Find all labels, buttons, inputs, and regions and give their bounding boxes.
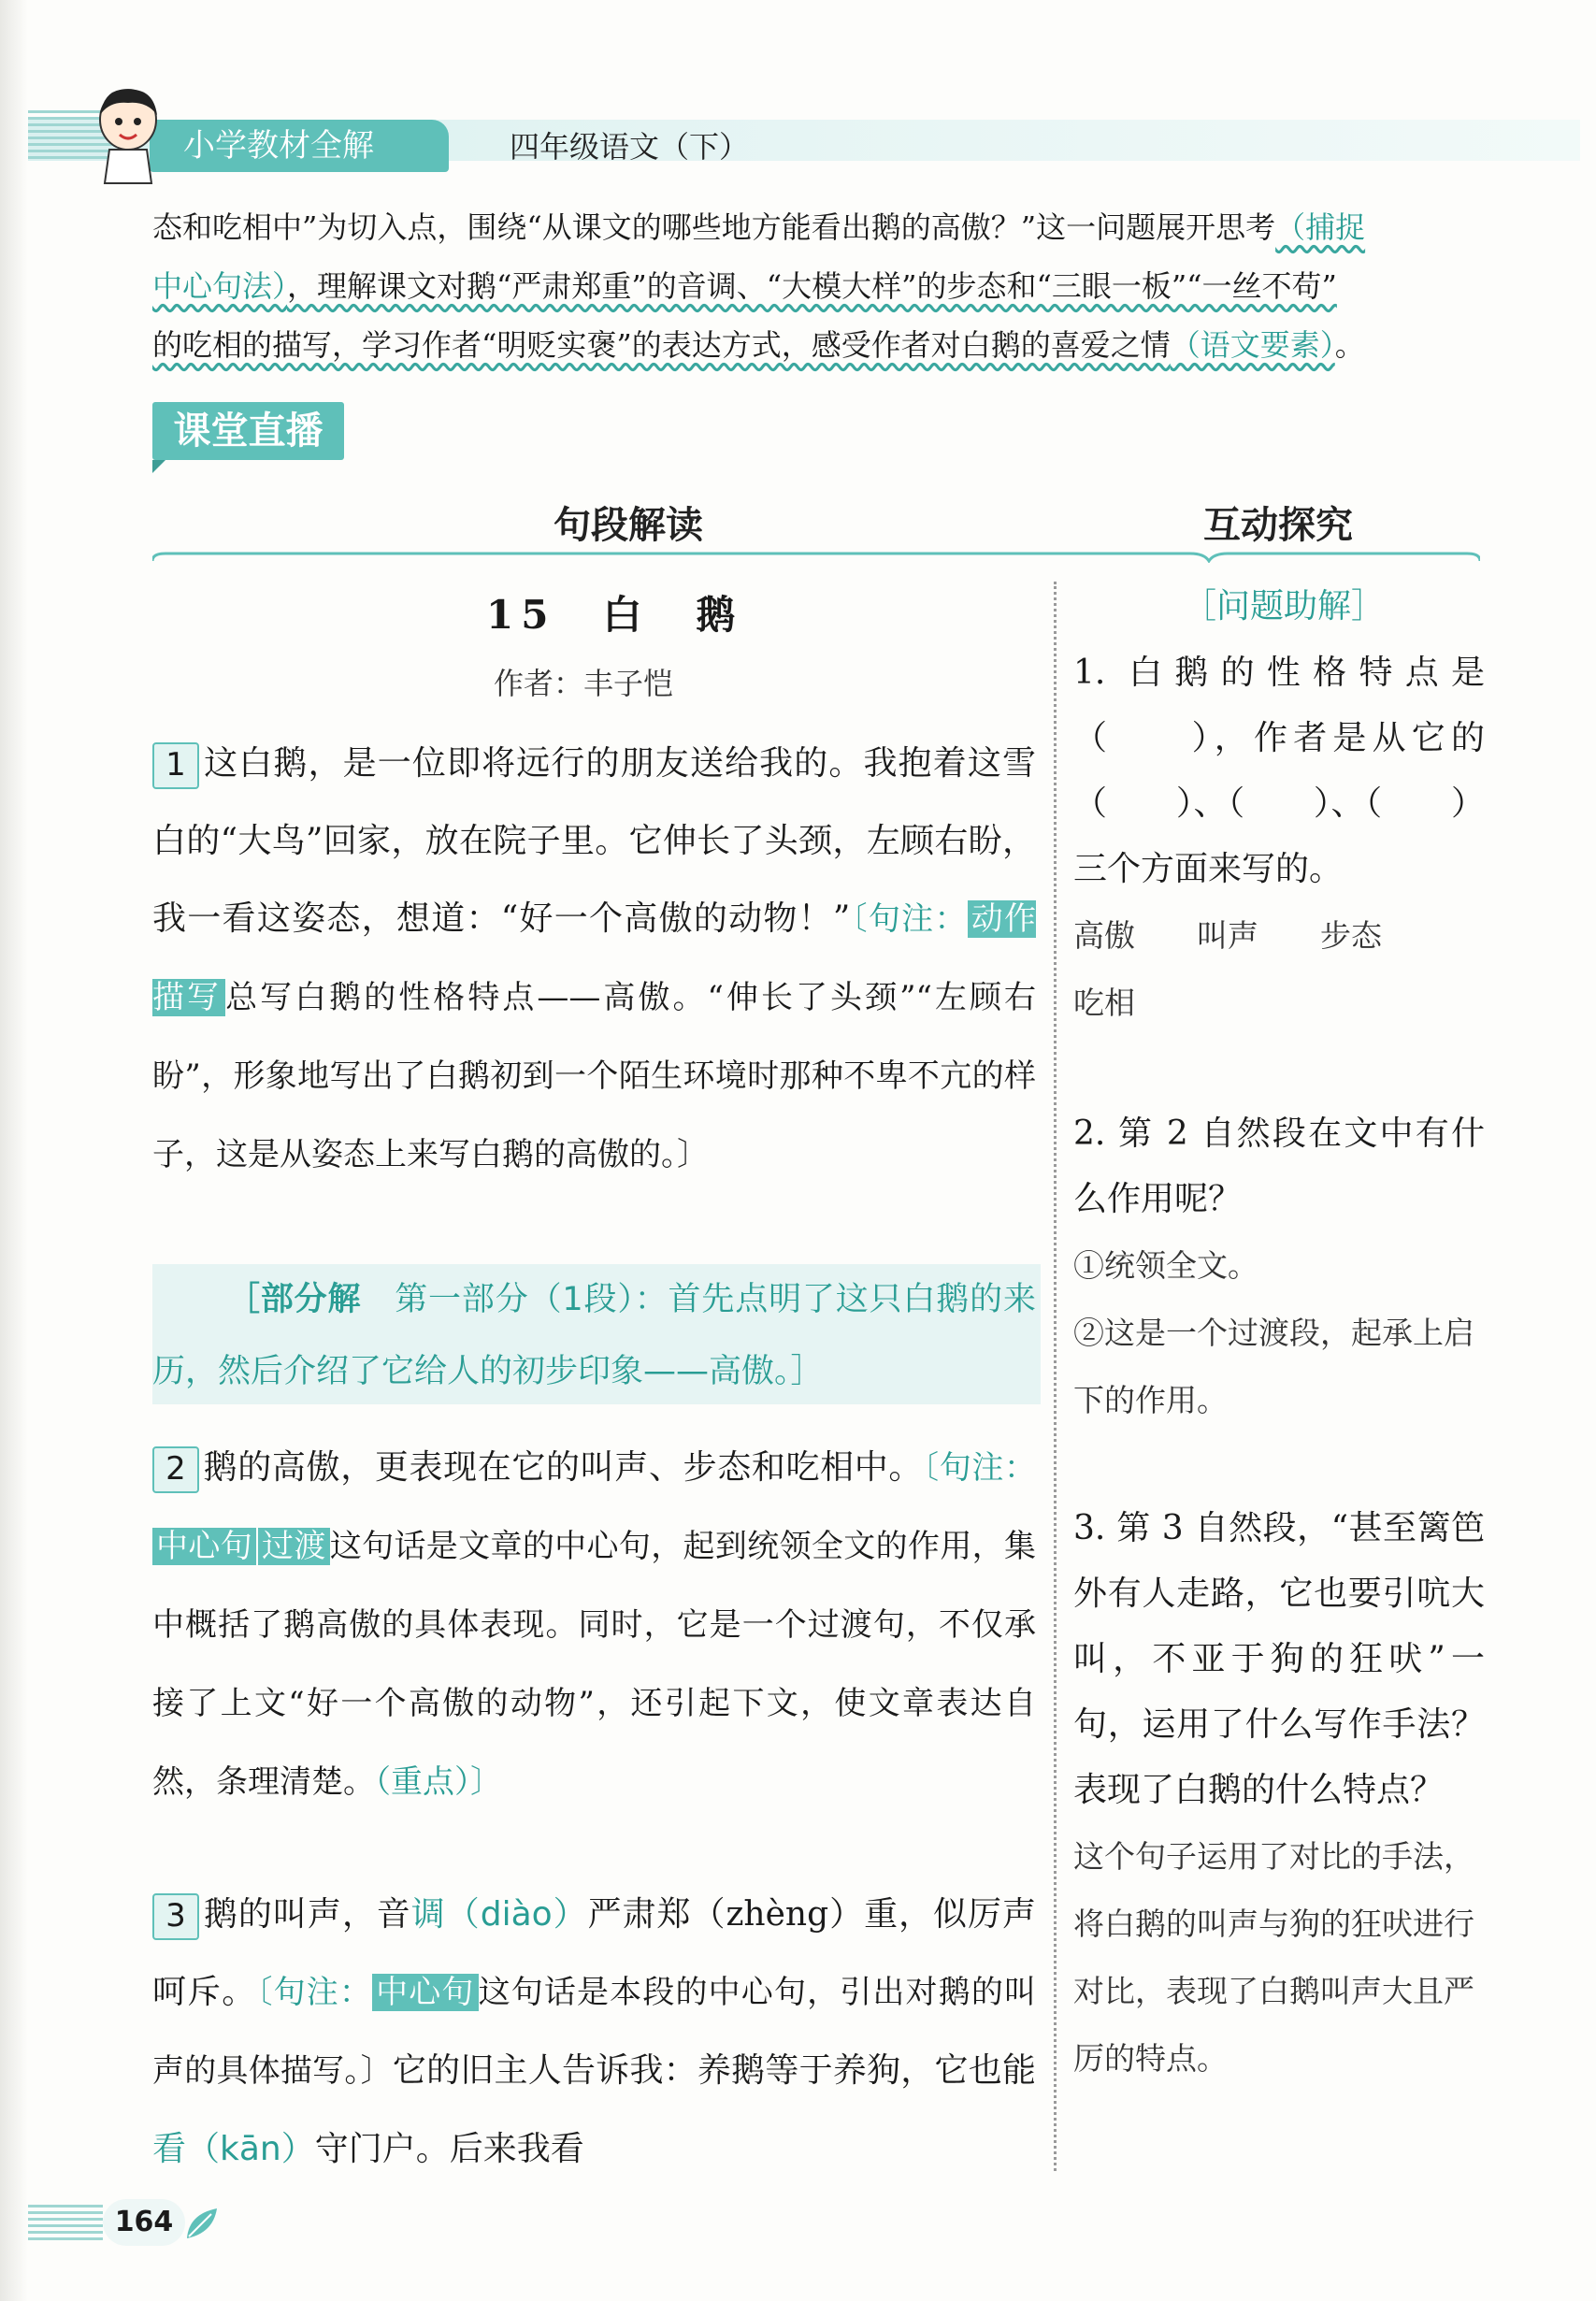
paragraph-number: 1 [152, 742, 199, 789]
note-open: 〔句注： [256, 1974, 373, 2011]
note-text: 这句话是文章的中心句，起到统领全文的作用，集中概括了鹅高傲的具体表现。同时，它是一个过渡句，不仅承接了上文“好一个高傲的动物”，还引起下文，使文章表达自然，条理清楚。 [152, 1528, 1037, 1801]
intro-line1: 态和吃相中”为切入点，围绕“从课文的哪些地方能看出鹅的高傲？”这一问题展开思考 [152, 209, 1276, 245]
intro-period: 。 [1334, 327, 1365, 363]
book-series-tag: 小学教材全解 [150, 120, 449, 172]
paragraph-2 [152, 1429, 1036, 1821]
grade-subject-label: 四年级语文（下） [510, 129, 750, 165]
paragraph-text: 守门户。后来我看 [314, 2130, 584, 2168]
intro-line3: 的吃相的描写，学习作者“明贬实褒”的表达方式，感受作者对白鹅的喜爱之情 [152, 327, 1171, 363]
page-number: 164 [103, 2199, 185, 2246]
note-open: 〔句注： [923, 1449, 1036, 1487]
column-header-left: 句段解读 [554, 504, 703, 547]
note-text: 这句话是本段的中心句，引出对鹅的叫声的具体描写。〕 [152, 1974, 1037, 2090]
question-text: 1. 白鹅的性格特点是（ ），作者是从它的（ ）、（ ）、（ ）三个方面来写的。 [1073, 654, 1485, 888]
part-text: 第一部分（1段）：首先点明了这只白鹅的来历，然后介绍了它给人的初步印象——高傲。］ [152, 1281, 1036, 1390]
note-tag: 动作描写 [152, 900, 1037, 1016]
paragraph-number: 3 [152, 1893, 199, 1940]
paragraph-text: 它的旧主人告诉我：养鹅等于养狗，它也能 [392, 2051, 1036, 2090]
mascot-boy-icon [86, 82, 170, 185]
footer-stripes [28, 2205, 103, 2242]
part-label: ［部分解 [227, 1281, 362, 1318]
intro-line2: ，理解课文对鹅“严肃郑重”的音调、“大模大样”的步态和“三眼一板”“一丝不苟” [287, 268, 1337, 304]
lesson-title: 15 白 鹅 [486, 592, 743, 638]
intro-method-tag: （捕捉 [1275, 209, 1366, 245]
paragraph-text: 这白鹅，是一位即将远行的朋友送给我的。我抱着这雪白的“大鸟”回家，放在院子里。它伸长了头颈，左顾右盼，我一看这姿态，想道：“好一个高傲的动物！” [152, 744, 1036, 938]
question-help-header: ［问题助解］ [1183, 587, 1386, 626]
part-summary [152, 1264, 1036, 1408]
paragraph-text: 鹅的高傲，更表现在它的叫声、步态和吃相中。 [203, 1448, 924, 1487]
intro-method-tag-end: 中心句法） [152, 268, 288, 304]
question-1 [1073, 640, 1485, 1037]
note-end: （重点）〕 [375, 1763, 502, 1801]
page-edge-shadow [0, 0, 28, 2301]
answer-text: ①统领全文。 [1073, 1247, 1258, 1284]
answer-text: ②这是一个过渡段，起承上启下的作用。 [1073, 1315, 1474, 1418]
intro-paragraph [152, 198, 1485, 375]
paragraph-number: 2 [152, 1446, 199, 1493]
intro-element-tag: （语文要素） [1170, 327, 1335, 363]
note-tag: 中心句 [372, 1974, 478, 2011]
column-header-rule [152, 550, 1480, 563]
column-divider [1054, 582, 1057, 2171]
section-tag-classroom: 课堂直播 [152, 402, 344, 460]
pinyin-annotation: 看（kān） [152, 2130, 315, 2168]
paragraph-3 [152, 1876, 1036, 2188]
answer-text: 高傲 叫声 步态 [1073, 917, 1382, 954]
question-text: 2. 第 2 自然段在文中有什么作用呢？ [1073, 1115, 1485, 1218]
question-2 [1073, 1101, 1485, 1434]
note-open: 〔句注： [850, 900, 968, 938]
answer-text: 这个句子运用了对比的手法，将白鹅的叫声与狗的狂吠进行对比，表现了白鹅叫声大且严厉的特点。 [1073, 1838, 1474, 2077]
question-text: 3. 第 3 自然段，“甚至篱笆外有人走路，它也要引吭大叫，不亚于狗的狂吠”一句，运用了什么写作手法？表现了白鹅的什么特点？ [1073, 1509, 1485, 1809]
question-3 [1073, 1496, 1485, 2092]
lesson-author: 作者：丰子恺 [494, 666, 674, 701]
pinyin-annotation: 调（diào） [410, 1895, 588, 1934]
paragraph-1 [152, 725, 1036, 1194]
answer-text: 吃相 [1073, 985, 1135, 1021]
note-tag: 中心句 [152, 1528, 256, 1565]
paragraph-text: 严肃郑（zhèng）重，似厉声呵斥。 [152, 1895, 1036, 2011]
leaf-icon [183, 2205, 221, 2242]
column-header-right: 互动探究 [1203, 504, 1353, 547]
note-text: 总写白鹅的性格特点——高傲。“伸长了头颈”“左顾右盼”，形象地写出了白鹅初到一个陌生环境时那种不卑不亢的样子，这是从姿态上来写白鹅的高傲的。〕 [152, 979, 1036, 1173]
paragraph-text: 鹅的叫声，音 [203, 1895, 411, 1934]
note-tag: 过渡 [258, 1528, 330, 1565]
